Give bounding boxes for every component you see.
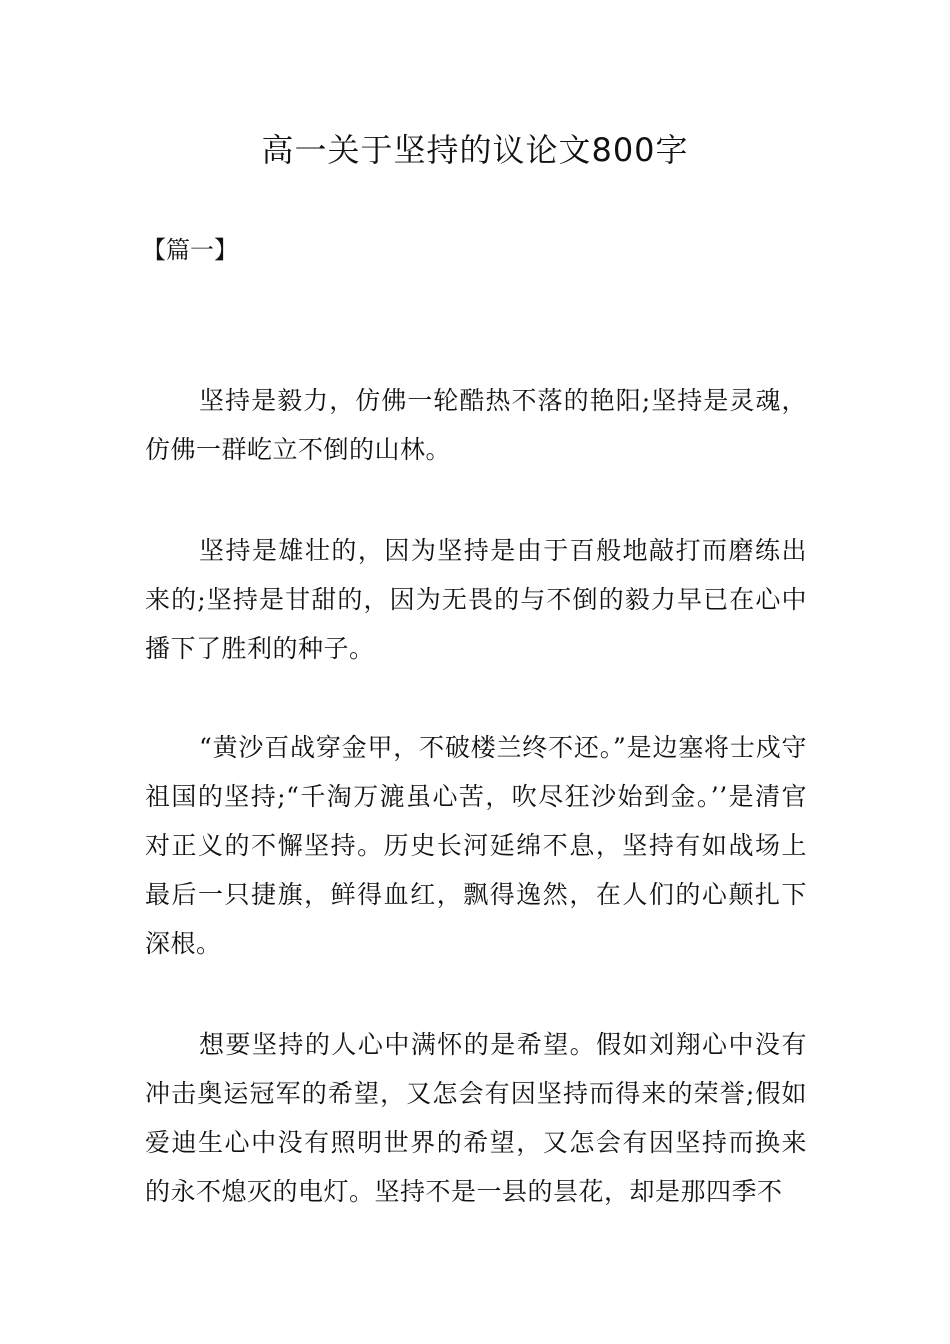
paragraph-2: 坚持是雄壮的，因为坚持是由于百般地敲打而磨练出来的;坚持是甘甜的，因为无畏的与不倒的毅力早已在心中播下了胜利的种子。 bbox=[145, 536, 807, 663]
paragraph-1: 坚持是毅力，仿佛一轮酷热不落的艳阳;坚持是灵魂，仿佛一群屹立不倒的山林。 bbox=[145, 386, 807, 464]
paragraph-3: “黄沙百战穿金甲，不破楼兰终不还。”是边塞将士戍守祖国的坚持;“千淘万漉虽心苦，吹尽狂沙始到金。’’是清官对正义的不懈坚持。历史长河延绵不息，坚持有如战场上最后一只捷旗，鲜得血红，飘得逸然，在人们的心颠扎下深根。 bbox=[145, 733, 807, 958]
paragraph-4: 想要坚持的人心中满怀的是希望。假如刘翔心中没有冲击奥运冠军的希望，又怎会有因坚持而得来的荣誉;假如爱迪生心中没有照明世界的希望，又怎会有因坚持而换来的永不熄灭的电灯。坚持不是一县的昙花，却是那四季不 bbox=[145, 1030, 807, 1206]
section-label: 【篇一】 bbox=[142, 236, 238, 264]
document-title: 高一关于坚持的议论文800字 bbox=[261, 131, 689, 169]
